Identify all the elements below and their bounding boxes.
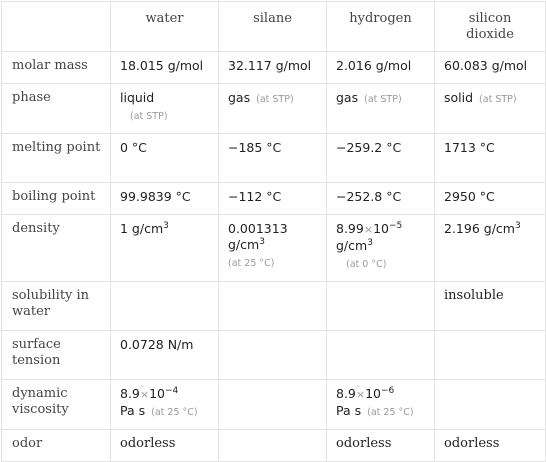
cell-silicon-dioxide-surface-tension bbox=[435, 331, 546, 380]
density-power: −5 bbox=[388, 220, 403, 231]
cell-silicon-dioxide-melting-point: 1713 °C bbox=[435, 134, 546, 183]
density-value: 1 g/cm bbox=[120, 221, 164, 236]
row-header-molar-mass: molar mass bbox=[2, 52, 111, 84]
viscosity-base: 10 bbox=[365, 386, 382, 401]
viscosity-mantissa: 8.9 bbox=[120, 386, 140, 401]
unit-exponent: 3 bbox=[514, 220, 521, 231]
unit-exponent: 3 bbox=[367, 237, 373, 248]
cell-water-solubility bbox=[111, 282, 219, 331]
table-row-phase bbox=[2, 84, 546, 134]
column-header-hydrogen: hydrogen bbox=[327, 2, 435, 52]
cell-silicon-dioxide-density bbox=[435, 215, 546, 282]
table-row-boiling-point bbox=[2, 183, 546, 215]
column-header-silicon-dioxide: silicon dioxide bbox=[435, 2, 546, 52]
density-value: 2.196 g/cm bbox=[444, 221, 515, 236]
cell-hydrogen-odor: odorless bbox=[327, 430, 435, 462]
table-row-molar-mass bbox=[2, 52, 546, 84]
cell-silane-melting-point: −185 °C bbox=[219, 134, 327, 183]
row-header-solubility: solubility in water bbox=[2, 282, 111, 331]
cell-hydrogen-boiling-point: −252.8 °C bbox=[327, 183, 435, 215]
properties-table bbox=[1, 1, 546, 462]
density-value: 0.001313 bbox=[228, 221, 288, 236]
row-header-dynamic-viscosity: dynamic viscosity bbox=[2, 380, 111, 430]
viscosity-mantissa: 8.9 bbox=[336, 386, 356, 401]
density-unit: g/cm bbox=[228, 237, 260, 252]
cell-silane-density bbox=[219, 215, 327, 282]
cell-water-melting-point: 0 °C bbox=[111, 134, 219, 183]
cell-water-surface-tension: 0.0728 N/m bbox=[111, 331, 219, 380]
viscosity-power: −6 bbox=[381, 385, 395, 396]
cell-water-phase bbox=[111, 84, 219, 134]
cell-hydrogen-surface-tension bbox=[327, 331, 435, 380]
corner-cell bbox=[2, 2, 111, 52]
cell-silane-solubility bbox=[219, 282, 327, 331]
row-header-phase: phase bbox=[2, 84, 111, 134]
phase-condition-note: (at STP) bbox=[256, 94, 294, 105]
unit-exponent: 3 bbox=[259, 236, 265, 247]
phase-value: liquid bbox=[120, 90, 155, 105]
cell-silicon-dioxide-odor: odorless bbox=[435, 430, 546, 462]
cell-hydrogen-molar-mass: 2.016 g/mol bbox=[327, 52, 435, 84]
column-header-water: water bbox=[111, 2, 219, 52]
cell-silane-molar-mass: 32.117 g/mol bbox=[219, 52, 327, 84]
cell-hydrogen-density bbox=[327, 215, 435, 282]
times-sign: × bbox=[363, 223, 374, 236]
phase-condition-note: (at STP) bbox=[479, 94, 517, 105]
phase-condition-note: (at STP) bbox=[130, 111, 168, 122]
phase-condition-note: (at STP) bbox=[364, 94, 402, 105]
table-row-dynamic-viscosity bbox=[2, 380, 546, 430]
density-unit: g/cm bbox=[336, 238, 368, 253]
cell-hydrogen-solubility bbox=[327, 282, 435, 331]
cell-water-boiling-point: 99.9839 °C bbox=[111, 183, 219, 215]
cell-silicon-dioxide-dynamic-viscosity bbox=[435, 380, 546, 430]
viscosity-base: 10 bbox=[149, 386, 166, 401]
row-header-melting-point: melting point bbox=[2, 134, 111, 183]
row-header-density: density bbox=[2, 215, 111, 282]
cell-hydrogen-melting-point: −259.2 °C bbox=[327, 134, 435, 183]
cell-water-molar-mass: 18.015 g/mol bbox=[111, 52, 219, 84]
density-condition-note: (at 25 °C) bbox=[228, 258, 275, 269]
cell-silicon-dioxide-phase bbox=[435, 84, 546, 134]
row-header-boiling-point: boiling point bbox=[2, 183, 111, 215]
density-condition-note: (at 0 °C) bbox=[346, 259, 387, 270]
row-header-odor: odor bbox=[2, 430, 111, 462]
times-sign: × bbox=[139, 388, 150, 401]
viscosity-condition-note: (at 25 °C) bbox=[151, 407, 198, 418]
times-sign: × bbox=[355, 388, 366, 401]
table-row-surface-tension bbox=[2, 331, 546, 380]
table-row-density bbox=[2, 215, 546, 282]
phase-value: gas bbox=[228, 90, 251, 105]
cell-silane-surface-tension bbox=[219, 331, 327, 380]
cell-hydrogen-dynamic-viscosity bbox=[327, 380, 435, 430]
unit-exponent: 3 bbox=[163, 220, 169, 231]
phase-value: gas bbox=[336, 90, 359, 105]
cell-hydrogen-phase bbox=[327, 84, 435, 134]
viscosity-unit: Pa s bbox=[336, 403, 362, 418]
density-mantissa: 8.99 bbox=[336, 221, 364, 236]
cell-water-odor: odorless bbox=[111, 430, 219, 462]
column-header-silane: silane bbox=[219, 2, 327, 52]
cell-silane-odor bbox=[219, 430, 327, 462]
cell-water-dynamic-viscosity bbox=[111, 380, 219, 430]
header-row bbox=[2, 2, 546, 52]
table-row-odor bbox=[2, 430, 546, 462]
cell-water-density bbox=[111, 215, 219, 282]
cell-silane-boiling-point: −112 °C bbox=[219, 183, 327, 215]
density-base: 10 bbox=[373, 221, 389, 236]
cell-silane-phase bbox=[219, 84, 327, 134]
table-row-solubility bbox=[2, 282, 546, 331]
viscosity-condition-note: (at 25 °C) bbox=[367, 407, 414, 418]
viscosity-unit: Pa s bbox=[120, 403, 146, 418]
row-header-surface-tension: surface tension bbox=[2, 331, 111, 380]
phase-value: solid bbox=[444, 90, 474, 105]
cell-silicon-dioxide-solubility: insoluble bbox=[435, 282, 546, 331]
cell-silicon-dioxide-boiling-point: 2950 °C bbox=[435, 183, 546, 215]
cell-silane-dynamic-viscosity bbox=[219, 380, 327, 430]
viscosity-power: −4 bbox=[165, 385, 179, 396]
table-row-melting-point bbox=[2, 134, 546, 183]
cell-silicon-dioxide-molar-mass: 60.083 g/mol bbox=[435, 52, 546, 84]
